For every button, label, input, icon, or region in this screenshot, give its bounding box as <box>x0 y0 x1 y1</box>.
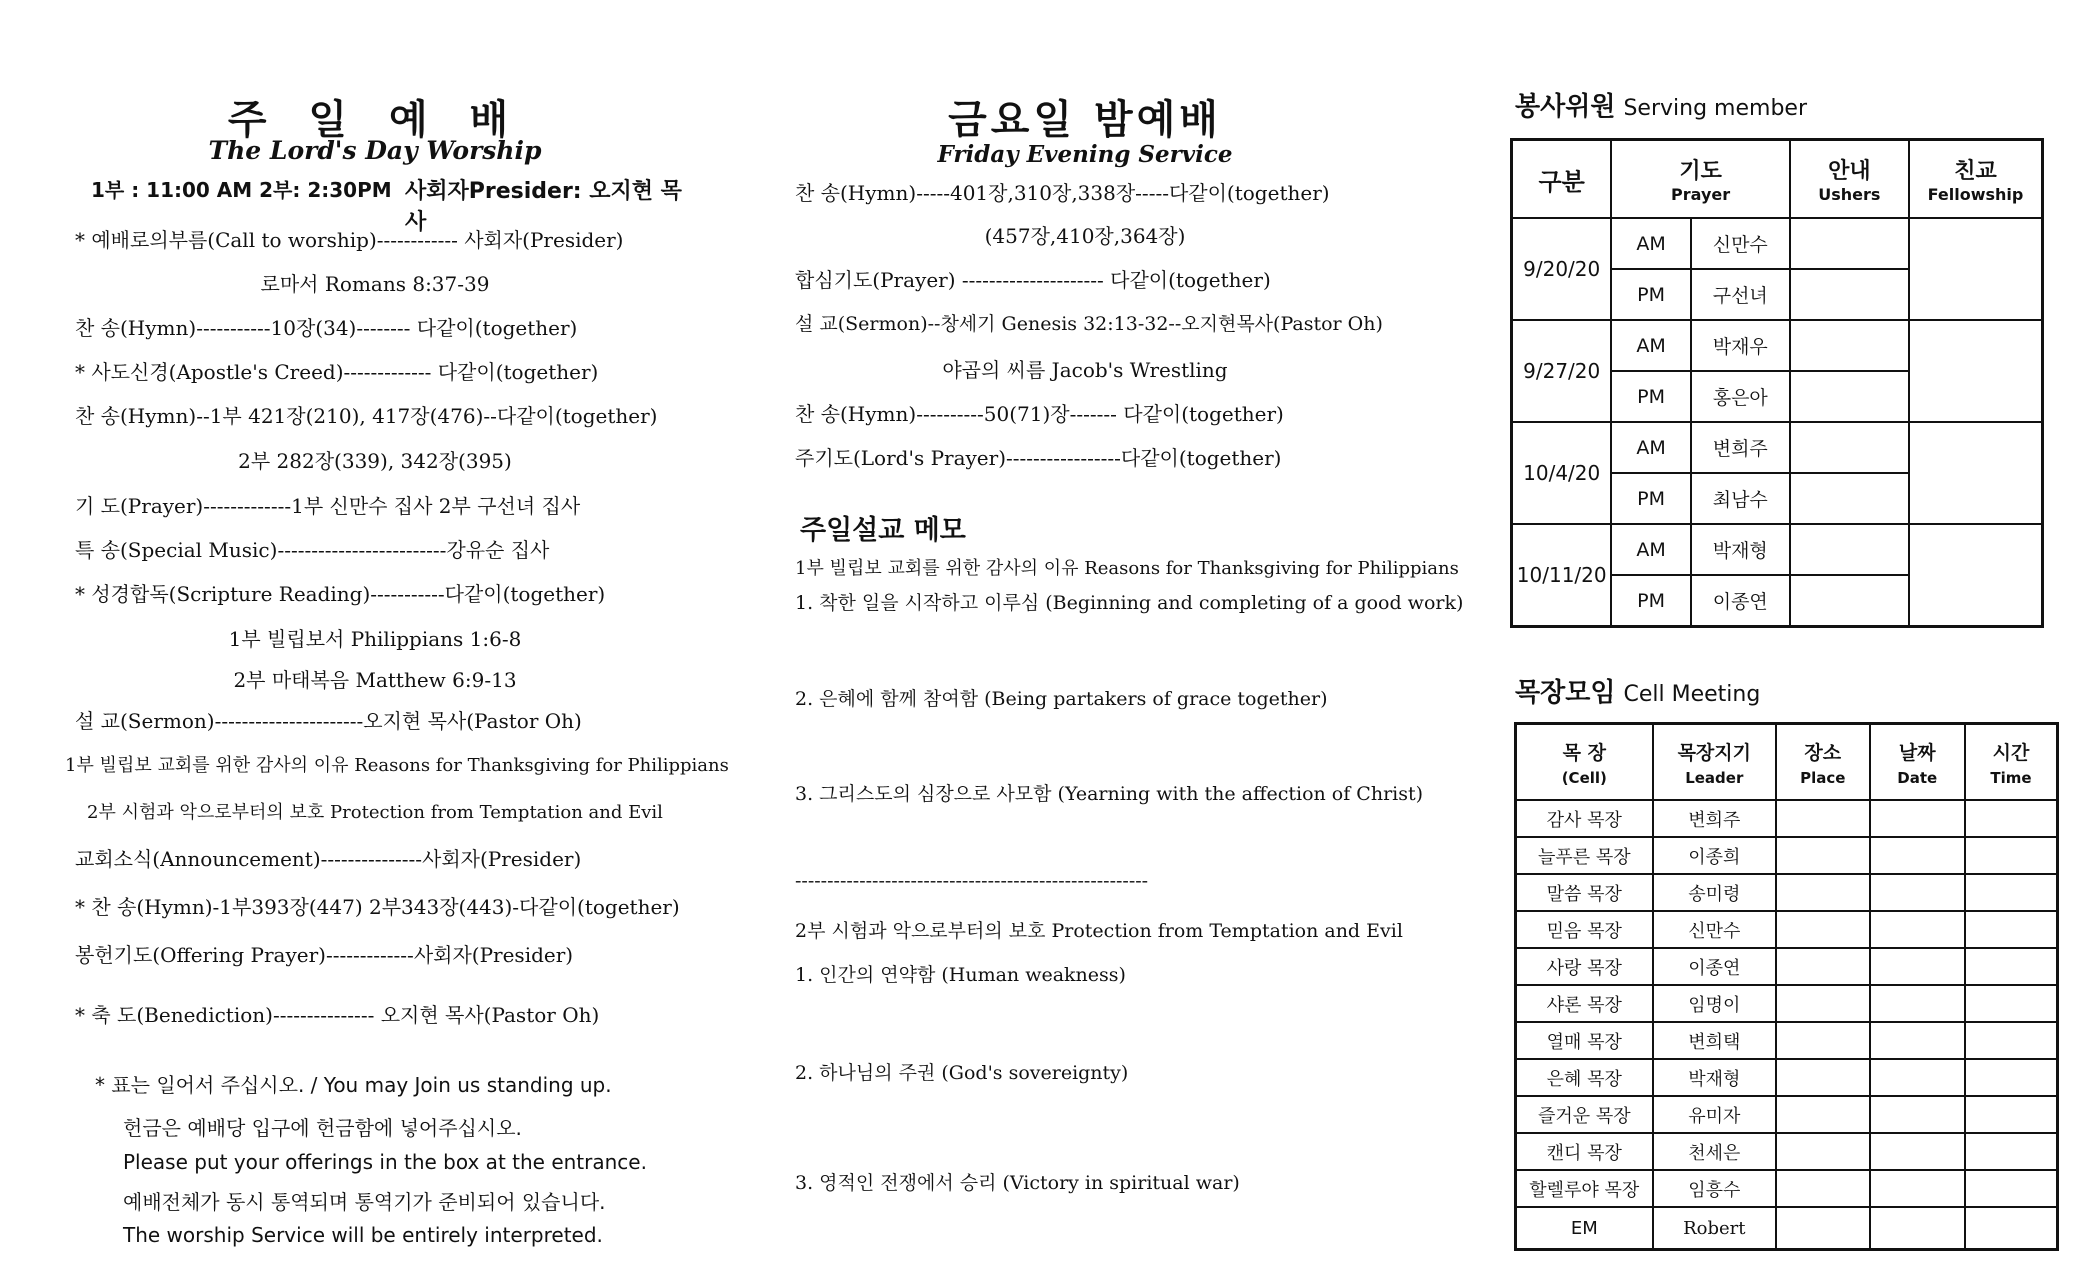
order-item: 찬 송(Hymn)-----------10장(34)-------- 다같이(together) <box>75 316 578 340</box>
sunday-title: 주 일 예 배 <box>227 97 523 143</box>
ushers-cell <box>1790 320 1909 371</box>
cell-leader: 변희택 <box>1653 1022 1776 1059</box>
serving-date: 10/4/20 <box>1512 422 1612 524</box>
cell-title-en: Cell Meeting <box>1623 682 1761 707</box>
cell-leader: 천세은 <box>1653 1133 1776 1170</box>
cell-leader: 이종연 <box>1653 948 1776 985</box>
table-row <box>1516 874 2058 911</box>
order-item: 특 송(Special Music)-------------------------강유순 집사 <box>75 538 550 562</box>
ushers-cell <box>1790 524 1909 575</box>
ushers-cell <box>1790 575 1909 627</box>
cell-leader: 변희주 <box>1653 800 1776 837</box>
order-item: 1부 빌립보 교회를 위한 감사의 이유 Reasons for Thanksgiving for Philippians <box>65 755 729 776</box>
header-category: 구분 <box>1512 140 1612 219</box>
sunday-subtitle: The Lord's Day Worship <box>208 136 542 165</box>
serving-title-en: Serving member <box>1623 96 1807 121</box>
cell-name: 할렐루야 목장 <box>1516 1170 1653 1207</box>
friday-item: 주기도(Lord's Prayer)-----------------다같이(together) <box>795 446 1282 470</box>
fellowship-cell <box>1909 422 2043 524</box>
pm-label: PM <box>1611 269 1690 320</box>
table-row <box>1516 837 2058 874</box>
memo-divider: ------------------------------------------------------- <box>795 870 1149 892</box>
ushers-cell <box>1790 473 1909 524</box>
prayer-name: 신만수 <box>1691 218 1790 269</box>
memo-line: 1부 빌립보 교회를 위한 감사의 이유 Reasons for Thanksgiving for Philippians <box>795 558 1459 579</box>
header-ushers: 안내 Ushers <box>1790 140 1909 219</box>
header-place: 장소 Place <box>1776 724 1870 801</box>
cell-leader: 임명이 <box>1653 985 1776 1022</box>
table-row <box>1512 422 2043 473</box>
cell-leader: 박재형 <box>1653 1059 1776 1096</box>
friday-title: 금요일 밤예배 <box>948 97 1222 143</box>
ushers-cell <box>1790 269 1909 320</box>
table-row <box>1516 1022 2058 1059</box>
prayer-name: 홍은아 <box>1691 371 1790 422</box>
prayer-name: 이종연 <box>1691 575 1790 627</box>
friday-item: 합심기도(Prayer) --------------------- 다같이(together) <box>795 268 1271 292</box>
order-item: * 예배로의부름(Call to worship)------------ 사회자(Presider) <box>75 228 624 252</box>
cell-name: 열매 목장 <box>1516 1022 1653 1059</box>
prayer-name: 변희주 <box>1691 422 1790 473</box>
am-label: AM <box>1611 524 1690 575</box>
memo-line: 3. 그리스도의 심장으로 사모함 (Yearning with the affection of Christ) <box>795 783 1424 805</box>
offering-note-ko: 헌금은 예배당 입구에 헌금함에 넣어주십시오. <box>123 1116 522 1140</box>
offering-note-en: Please put your offerings in the box at the entrance. <box>123 1150 647 1174</box>
friday-item: 찬 송(Hymn)-----401장,310장,338장-----다같이(together) <box>795 181 1330 205</box>
cell-name: 감사 목장 <box>1516 800 1653 837</box>
memo-line: 2. 은혜에 함께 참여함 (Being partakers of grace together) <box>795 688 1328 710</box>
table-row <box>1516 948 2058 985</box>
fellowship-cell <box>1909 218 2043 320</box>
table-row <box>1516 1207 2058 1250</box>
order-item: 기 도(Prayer)-------------1부 신만수 집사 2부 구선녀 집사 <box>75 494 581 518</box>
header-leader: 목장지기 Leader <box>1653 724 1776 801</box>
fellowship-cell <box>1909 524 2043 627</box>
friday-subtitle: Friday Evening Service <box>937 141 1233 168</box>
cell-name: 즐거운 목장 <box>1516 1096 1653 1133</box>
memo-line: 2부 시험과 악으로부터의 보호 Protection from Temptation and Evil <box>795 920 1403 942</box>
prayer-name: 박재우 <box>1691 320 1790 371</box>
standing-note: * 표는 일어서 주십시오. / You may Join us standing up. <box>95 1073 612 1097</box>
cell-name: 늘푸른 목장 <box>1516 837 1653 874</box>
order-item: 2부 마태복음 Matthew 6:9-13 <box>233 668 517 692</box>
memo-line: 1. 인간의 연약함 (Human weakness) <box>795 964 1126 986</box>
cell-leader: 유미자 <box>1653 1096 1776 1133</box>
serving-date: 9/27/20 <box>1512 320 1612 422</box>
cell-name: 캔디 목장 <box>1516 1133 1653 1170</box>
pm-label: PM <box>1611 575 1690 627</box>
friday-item: 설 교(Sermon)--창세기 Genesis 32:13-32--오지현목사(Pastor Oh) <box>795 313 1383 335</box>
fellowship-cell <box>1909 320 2043 422</box>
cell-name: 샤론 목장 <box>1516 985 1653 1022</box>
order-item: * 축 도(Benediction)--------------- 오지현 목사(Pastor Oh) <box>75 1003 600 1027</box>
cell-leader: 임흥수 <box>1653 1170 1776 1207</box>
serving-title-ko: 봉사위원 <box>1515 92 1616 122</box>
serving-table <box>1510 138 2044 628</box>
service-times: 1부 : 11:00 AM 2부: 2:30PM <box>91 178 392 202</box>
order-item: 교회소식(Announcement)---------------사회자(Presider) <box>75 847 582 871</box>
cell-leader: Robert <box>1653 1207 1776 1250</box>
serving-date: 10/11/20 <box>1512 524 1612 627</box>
am-label: AM <box>1611 218 1690 269</box>
memo-line: 3. 영적인 전쟁에서 승리 (Victory in spiritual war) <box>795 1172 1240 1194</box>
cell-meeting-table <box>1514 722 2059 1251</box>
cell-name: 말씀 목장 <box>1516 874 1653 911</box>
table-row <box>1516 985 2058 1022</box>
friday-item: (457장,410장,364장) <box>984 224 1186 248</box>
order-item: 2부 282장(339), 342장(395) <box>238 449 512 473</box>
table-row <box>1516 1096 2058 1133</box>
pm-label: PM <box>1611 371 1690 422</box>
order-item: 찬 송(Hymn)--1부 421장(210), 417장(476)--다같이(together) <box>75 404 658 428</box>
pm-label: PM <box>1611 473 1690 524</box>
order-item: * 찬 송(Hymn)-1부393장(447) 2부343장(443)-다같이(together) <box>75 895 680 919</box>
am-label: AM <box>1611 422 1690 473</box>
cell-name: 사랑 목장 <box>1516 948 1653 985</box>
header-cell: 목 장 (Cell) <box>1516 724 1653 801</box>
table-row <box>1516 1170 2058 1207</box>
serving-title <box>1515 86 1807 123</box>
ushers-cell <box>1790 218 1909 269</box>
cell-title-ko: 목장모임 <box>1515 678 1616 708</box>
order-item: 로마서 Romans 8:37-39 <box>260 272 490 296</box>
cell-leader: 이종희 <box>1653 837 1776 874</box>
presider: 사회자Presider: 오지현 목사 <box>405 179 682 235</box>
header-time: 시간 Time <box>1965 724 2058 801</box>
interpretation-note-en: The worship Service will be entirely interpreted. <box>123 1223 603 1247</box>
order-item: 2부 시험과 악으로부터의 보호 Protection from Temptation and Evil <box>87 802 663 823</box>
table-row <box>1516 1059 2058 1096</box>
serving-date: 9/20/20 <box>1512 218 1612 320</box>
table-row <box>1516 911 2058 948</box>
prayer-name: 박재형 <box>1691 524 1790 575</box>
table-row <box>1512 524 2043 575</box>
sermon-memo-title: 주일설교 메모 <box>800 515 966 546</box>
cell-leader: 송미령 <box>1653 874 1776 911</box>
cell-leader: 신만수 <box>1653 911 1776 948</box>
cell-name: EM <box>1516 1207 1653 1250</box>
cell-title <box>1515 672 1760 709</box>
ushers-cell <box>1790 371 1909 422</box>
ushers-cell <box>1790 422 1909 473</box>
cell-name: 믿음 목장 <box>1516 911 1653 948</box>
header-prayer: 기도 Prayer <box>1611 140 1789 219</box>
table-row <box>1512 218 2043 269</box>
order-item: 1부 빌립보서 Philippians 1:6-8 <box>228 627 522 651</box>
order-item: 설 교(Sermon)----------------------오지현 목사(Pastor Oh) <box>75 709 582 733</box>
am-label: AM <box>1611 320 1690 371</box>
interpretation-note-ko: 예배전체가 동시 통역되며 통역기가 준비되어 있습니다. <box>123 1190 606 1214</box>
cell-name: 은혜 목장 <box>1516 1059 1653 1096</box>
memo-line: 1. 착한 일을 시작하고 이루심 (Beginning and completing of a good work) <box>795 592 1464 614</box>
prayer-name: 구선녀 <box>1691 269 1790 320</box>
order-item: * 사도신경(Apostle's Creed)------------- 다같이(together) <box>75 360 599 384</box>
friday-item: 야곱의 씨름 Jacob's Wrestling <box>942 358 1228 382</box>
table-row <box>1512 320 2043 371</box>
friday-item: 찬 송(Hymn)----------50(71)장------- 다같이(together) <box>795 402 1284 426</box>
table-row <box>1516 1133 2058 1170</box>
header-fellowship: 친교 Fellowship <box>1909 140 2043 219</box>
memo-line: 2. 하나님의 주권 (God's sovereignty) <box>795 1062 1129 1084</box>
order-item: * 성경합독(Scripture Reading)-----------다같이(together) <box>75 582 606 606</box>
order-item: 봉헌기도(Offering Prayer)-------------사회자(Presider) <box>75 943 574 967</box>
table-row <box>1516 800 2058 837</box>
header-date: 날짜 Date <box>1870 724 1965 801</box>
prayer-name: 최남수 <box>1691 473 1790 524</box>
